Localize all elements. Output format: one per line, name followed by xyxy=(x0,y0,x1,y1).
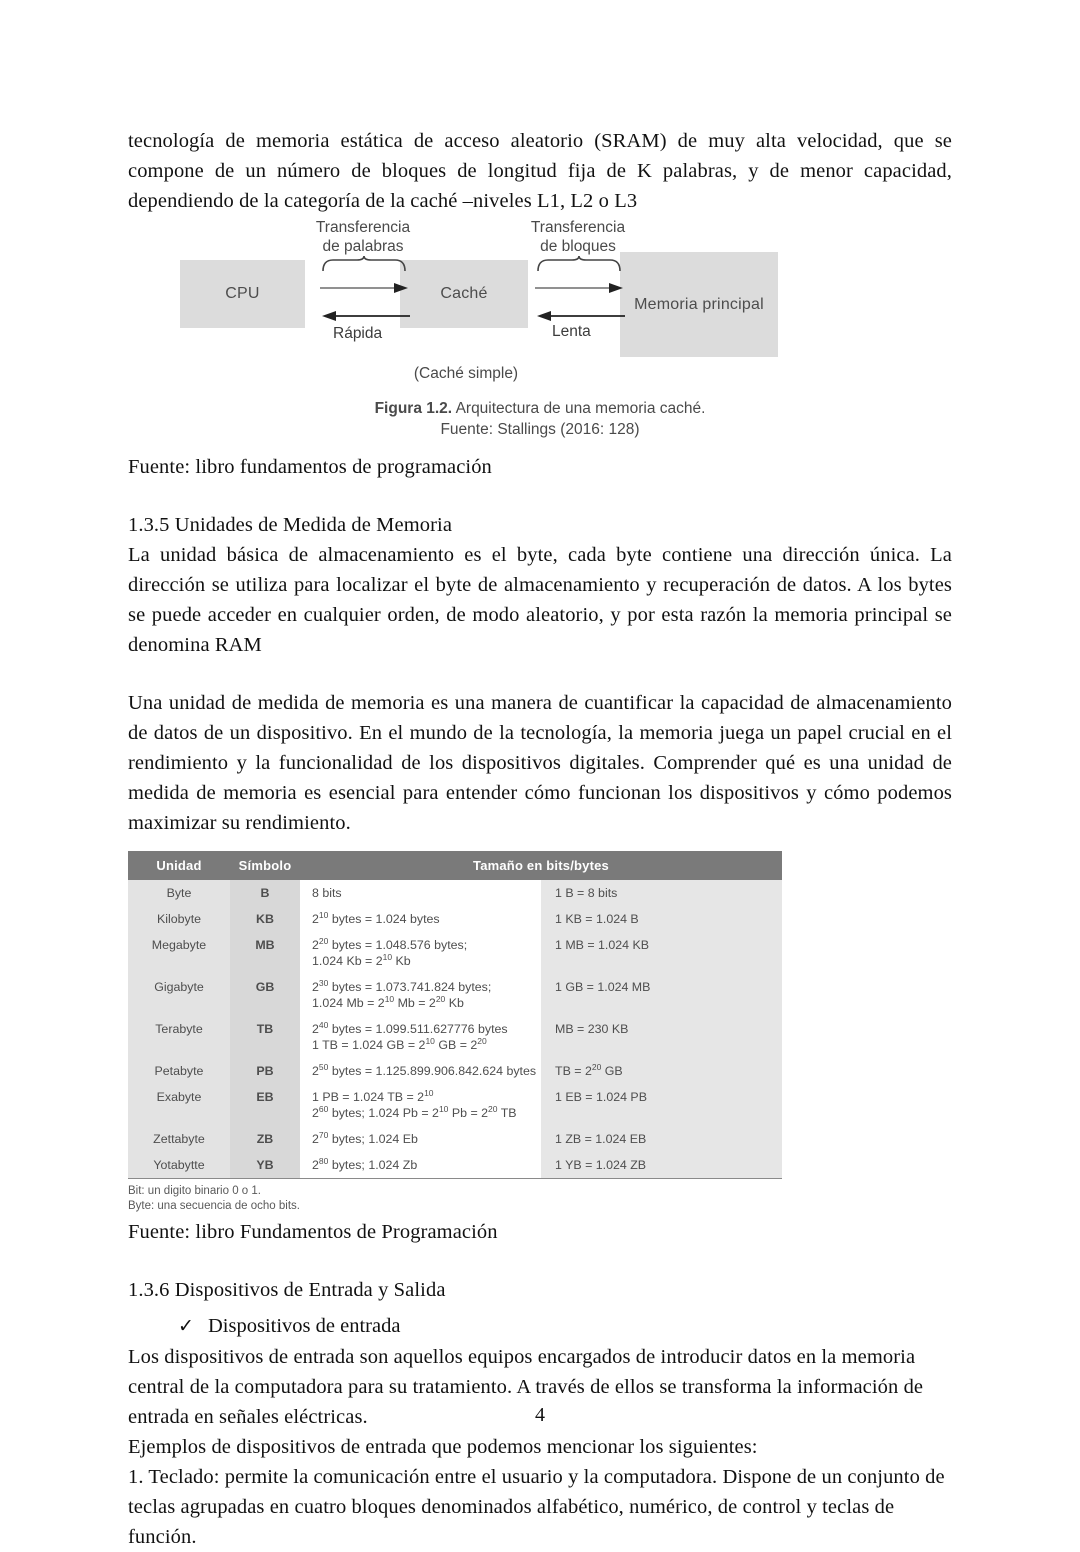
table-row xyxy=(128,1152,782,1179)
cell-size: $2^{70}$ bytes; 1.024 Eb xyxy=(300,1126,541,1152)
cell-size: $2^{50}$ bytes = 1.125.899.906.842.624 bytes xyxy=(300,1058,541,1084)
units-table-header-unit: Unidad xyxy=(128,851,230,880)
figure-source-line: Fuente: libro fundamentos de programación xyxy=(128,456,492,478)
paragraph-1-3-6-1: Los dispositivos de entrada son aquellos equipos encargados de introducir datos en la memoria central de la computadora para su tratamiento. A través de ellos se transforma la información de entrada en señales eléctricas. xyxy=(128,1346,924,1428)
label-slow: Lenta xyxy=(552,323,591,340)
intro-paragraph: tecnología de memoria estática de acceso aleatorio (SRAM) de muy alta velocidad, que se compone de un número de bloques de longitud fija de K palabras, y de menor capacidad, dependiendo de la categoría de la caché –niveles L1, L2 o L3 xyxy=(128,130,952,212)
cell-unit: Kilobyte xyxy=(128,906,230,932)
label-transfer-words xyxy=(288,218,438,256)
label-transfer-words-line2: de palabras xyxy=(322,238,404,255)
diagram-box-main-memory xyxy=(620,252,778,357)
figure-caption-text: Arquitectura de una memoria caché. xyxy=(455,400,706,417)
cell-unit: Gigabyte xyxy=(128,974,230,1016)
cell-unit: Exabyte xyxy=(128,1084,230,1126)
units-table-note-line1: Bit: un digito binario 0 o 1. xyxy=(128,1185,261,1197)
cell-equivalence: 1 KB = 1.024 B xyxy=(541,906,782,932)
cell-equivalence: 1 B = 8 bits xyxy=(541,880,782,906)
arrow-right-words-icon xyxy=(320,282,410,294)
paragraph-1-3-6-2: Ejemplos de dispositivos de entrada que podemos mencionar los siguientes: xyxy=(128,1436,758,1458)
page-number: 4 xyxy=(535,1404,545,1426)
units-table-wrapper xyxy=(128,851,782,1213)
figure-caption-source: Fuente: Stallings (2016: 128) xyxy=(440,421,640,438)
table-row xyxy=(128,880,782,906)
cell-symbol: PB xyxy=(230,1058,300,1084)
page-body-column xyxy=(128,126,952,1552)
bullet-input-devices-label: Dispositivos de entrada xyxy=(208,1315,401,1337)
figure-caption xyxy=(128,398,952,419)
heading-1-3-5: 1.3.5 Unidades de Medida de Memoria xyxy=(128,514,453,536)
cell-symbol: KB xyxy=(230,906,300,932)
cell-size: $2^{80}$ bytes; 1.024 Zb xyxy=(300,1152,541,1179)
brace-right-icon xyxy=(536,256,622,272)
label-transfer-words-line1: Transferencia xyxy=(315,219,411,236)
table-row xyxy=(128,906,782,932)
figure-caption-number: Figura 1.2. xyxy=(374,400,453,417)
table-row xyxy=(128,974,782,1016)
paragraph-1-3-5-2: Una unidad de medida de memoria es una manera de cuantificar la capacidad de almacenamiento de datos de un dispositivo. En el mundo de la tecnología, la memoria juega un papel crucial en el rendimiento y la funcionalidad de los dispositivos digitales. Comprender qué es una unidad de medida de memoria es esencial para entender cómo funcionan los dispositivos y cómo podemos maximizar su rendimiento. xyxy=(128,692,952,834)
label-transfer-blocks xyxy=(503,218,653,256)
cell-unit: Petabyte xyxy=(128,1058,230,1084)
cell-unit: Yotabytte xyxy=(128,1152,230,1179)
cell-symbol: YB xyxy=(230,1152,300,1179)
cell-unit: Zettabyte xyxy=(128,1126,230,1152)
diagram-box-cpu-label: CPU xyxy=(225,285,260,302)
units-table xyxy=(128,851,782,1179)
diagram-box-cpu xyxy=(180,260,305,328)
arrow-left-words-icon xyxy=(320,310,410,322)
heading-1-3-6: 1.3.6 Dispositivos de Entrada y Salida xyxy=(128,1279,446,1301)
units-table-header-row xyxy=(128,851,782,880)
cell-size: 8 bits xyxy=(300,880,541,906)
table-row xyxy=(128,1084,782,1126)
paragraph-1-3-6-3: 1. Teclado: permite la comunicación entre el usuario y la computadora. Dispone de un conjunto de teclas agrupadas en cuatro bloques denominados alfabético, numérico, de control y teclas de función. xyxy=(128,1466,945,1548)
arrow-right-blocks-icon xyxy=(535,282,625,294)
cell-unit: Megabyte xyxy=(128,932,230,974)
units-table-header-symbol: Símbolo xyxy=(230,851,300,880)
units-table-source-line: Fuente: libro Fundamentos de Programación xyxy=(128,1221,498,1243)
cell-unit: Byte xyxy=(128,880,230,906)
diagram-box-cache-label: Caché xyxy=(440,285,488,302)
cell-size: $2^{40}$ bytes = 1.099.511.627776 bytes 1 TB = 1.024 GB = $2^{10}$ GB = $2^{20}$ xyxy=(300,1016,541,1058)
cell-symbol: MB xyxy=(230,932,300,974)
bullet-input-devices xyxy=(128,1311,952,1342)
cell-size: 1 PB = 1.024 TB = $2^{10}$ $2^{60}$ bytes; 1.024 $Pb = 2^{10}$ $Pb = 2^{20}$ TB xyxy=(300,1084,541,1126)
cell-equivalence: 1 YB = 1.024 ZB xyxy=(541,1152,782,1179)
cell-symbol: B xyxy=(230,880,300,906)
paragraph-1-3-5-1: La unidad básica de almacenamiento es el byte, cada byte contiene una dirección única. La dirección se utiliza para localizar el byte de almacenamiento y recuperación de datos. A los bytes se puede acceder en cualquier orden, de modo aleatorio, y por esta razón la memoria principal se denomina RAM xyxy=(128,544,952,656)
units-table-note-line2: Byte: una secuencia de ocho bits. xyxy=(128,1199,300,1212)
units-table-header-size: Tamaño en bits/bytes xyxy=(300,851,782,880)
cache-architecture-figure xyxy=(128,216,952,438)
cell-equivalence: 1 EB = 1.024 PB xyxy=(541,1084,782,1126)
units-table-body xyxy=(128,880,782,1179)
cell-equivalence: MB = 230 KB xyxy=(541,1016,782,1058)
cell-symbol: GB xyxy=(230,974,300,1016)
table-row xyxy=(128,1126,782,1152)
label-simple-cache: (Caché simple) xyxy=(413,365,519,382)
cell-equivalence: 1 ZB = 1.024 EB xyxy=(541,1126,782,1152)
cell-symbol: TB xyxy=(230,1016,300,1058)
cell-unit: Terabyte xyxy=(128,1016,230,1058)
cell-equivalence: 1 GB = 1.024 MB xyxy=(541,974,782,1016)
cell-size: $2^{20}$ bytes = 1.048.576 bytes; 1.024 $Kb = 2^{10}$ Kb xyxy=(300,932,541,974)
label-transfer-blocks-line1: Transferencia xyxy=(530,219,626,236)
cell-symbol: EB xyxy=(230,1084,300,1126)
cell-symbol: ZB xyxy=(230,1126,300,1152)
label-transfer-blocks-line2: de bloques xyxy=(540,238,616,255)
table-row xyxy=(128,932,782,974)
units-table-head xyxy=(128,851,782,880)
label-fast: Rápida xyxy=(333,325,383,342)
cell-size: $2^{10}$ bytes = 1.024 bytes xyxy=(300,906,541,932)
cell-equivalence: 1 MB = 1.024 KB xyxy=(541,932,782,974)
cell-size: $2^{30}$ bytes = 1.073.741.824 bytes; 1.024 $Mb = 2^{10}$ $Mb = 2^{20}$ Kb xyxy=(300,974,541,1016)
units-table-note xyxy=(128,1184,782,1213)
cache-diagram xyxy=(128,216,952,416)
diagram-box-cache xyxy=(400,260,528,328)
check-icon: ✓ xyxy=(178,1316,194,1337)
diagram-box-main-memory-label: Memoria principal xyxy=(634,295,764,313)
table-row xyxy=(128,1058,782,1084)
brace-left-icon xyxy=(321,256,407,272)
arrow-left-blocks-icon xyxy=(535,310,625,322)
table-row xyxy=(128,1016,782,1058)
cell-equivalence: TB = $2^{20}$ GB xyxy=(541,1058,782,1084)
